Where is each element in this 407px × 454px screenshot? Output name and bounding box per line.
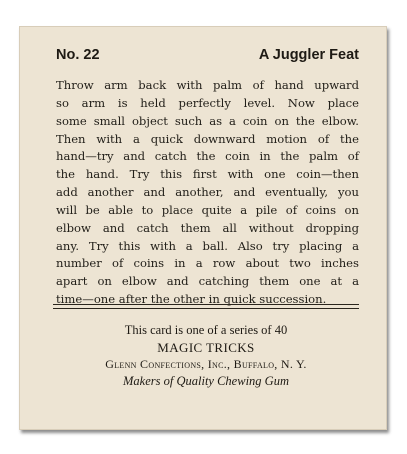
text-line: add another and another, and eventually, you: [56, 185, 359, 200]
trading-card: [19, 26, 387, 430]
text-line: apart on elbow and catching them one at a: [56, 274, 359, 289]
series-name: MAGIC TRICKS: [157, 340, 255, 355]
text-line: so arm is held perfectly level. Now place: [56, 95, 359, 110]
text-line: will be able to place quite a pile of coins on: [56, 202, 359, 217]
tagline: Makers of Quality Chewing Gum: [123, 374, 289, 388]
divider-rule: [53, 308, 359, 309]
card-number: No. 22: [56, 47, 100, 63]
company-name: Glenn Confections, Inc., Buffalo, N. Y.: [105, 357, 307, 371]
text-line: the hand. Try this first with one coin—then: [56, 167, 359, 182]
series-line: This card is one of a series of 40: [124, 323, 288, 337]
text-line: elbow and catch them all without dropping: [56, 220, 359, 235]
instructions-text: [56, 77, 359, 309]
text-line: number of coins in a row about two inches: [56, 256, 359, 271]
card-footer: [53, 322, 359, 390]
card-header: [56, 47, 359, 63]
divider-rule: [53, 304, 359, 305]
text-line: hand—try and catch the coin in the palm of: [56, 149, 359, 164]
text-line: Then with a quick downward motion of the: [56, 131, 359, 146]
text-line: some small object such as a coin on the elbow.: [56, 113, 359, 128]
text-line: any. Try this with a ball. Also try placing a: [56, 238, 359, 253]
text-line: time—one after the other in quick succession.: [56, 292, 327, 307]
card-title: A Juggler Feat: [258, 47, 359, 63]
text-line: Throw arm back with palm of hand upward: [56, 78, 359, 92]
